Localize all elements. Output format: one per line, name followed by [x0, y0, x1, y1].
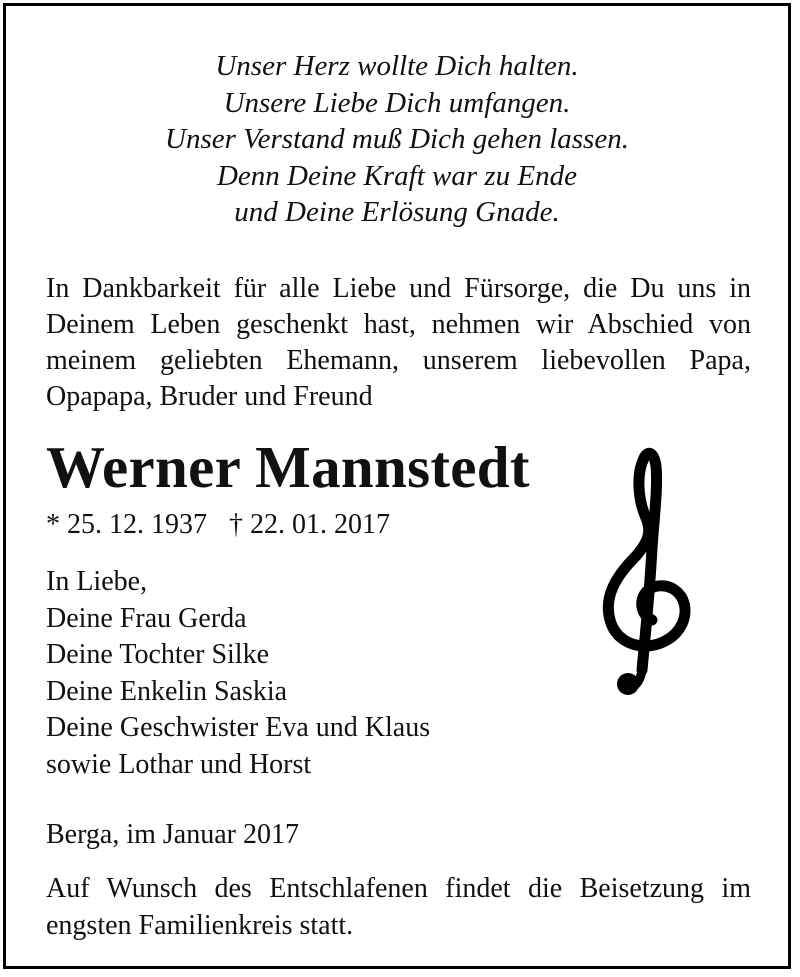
poem-line: Unser Herz wollte Dich halten.	[215, 50, 579, 82]
intro-line: Opapapa, Bruder und Freund	[46, 381, 373, 412]
poem	[0, 48, 794, 231]
intro-line: In Dankbarkeit für alle Liebe und Fürsorge, die Du uns in	[46, 273, 751, 304]
signatory-line: Deine Frau Gerda	[46, 602, 247, 634]
poem-line: Unsere Liebe Dich umfangen.	[223, 86, 571, 119]
signatory-line: Deine Geschwister Eva und Klaus	[46, 712, 431, 743]
treble-clef-icon	[590, 438, 710, 708]
place-date: Berga, im Januar 2017	[46, 819, 299, 850]
poem-line: Unser Verstand muß Dich gehen lassen.	[165, 123, 629, 155]
signatory-line: Deine Tochter Silke	[46, 639, 270, 670]
birth-date: * 25. 12. 1937	[46, 509, 207, 540]
signatories	[46, 564, 430, 783]
intro-paragraph	[46, 271, 751, 415]
death-date: † 22. 01. 2017	[229, 509, 390, 540]
signatory-line: Deine Enkelin Saskia	[46, 675, 288, 707]
intro-line: meinem geliebten Ehemann, unserem liebevollen Papa,	[46, 345, 751, 376]
intro-line: Deinem Leben geschenkt hast, nehmen wir Abschied von	[46, 309, 751, 340]
life-dates	[46, 507, 390, 543]
signatory-line: sowie Lothar und Horst	[46, 748, 312, 780]
burial-notice	[46, 870, 751, 944]
deceased-name: Werner Mannstedt	[46, 434, 530, 500]
poem-line: und Deine Erlösung Gnade.	[234, 196, 560, 228]
notice-line: Auf Wunsch des Entschlafenen findet die Beisetzung im	[46, 873, 751, 904]
poem-line: Denn Deine Kraft war zu Ende	[216, 159, 578, 192]
notice-line: engsten Familienkreis statt.	[46, 910, 354, 941]
signatory-line: In Liebe,	[46, 566, 148, 597]
